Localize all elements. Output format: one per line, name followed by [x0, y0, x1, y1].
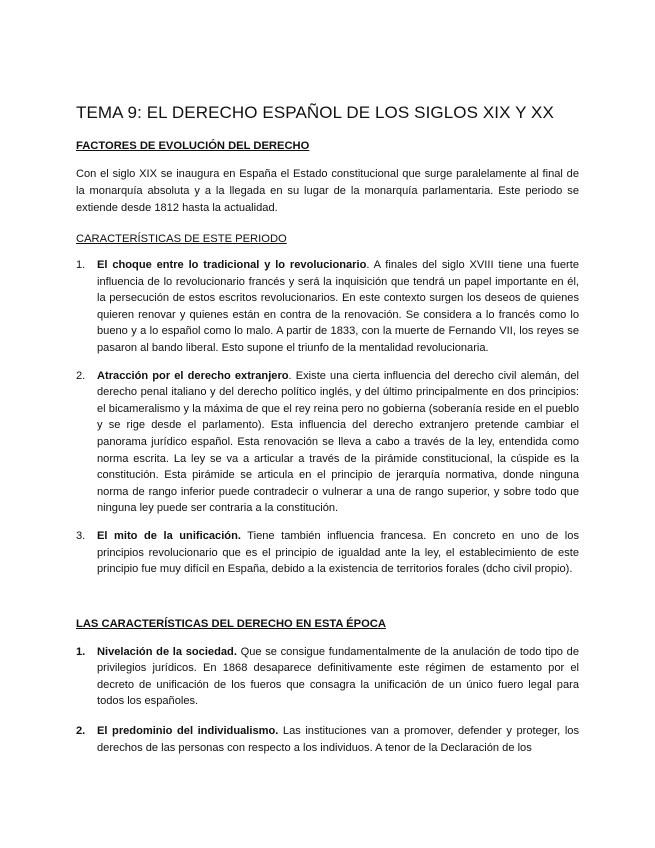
section-heading-factores: FACTORES DE EVOLUCIÓN DEL DERECHO	[76, 140, 310, 152]
section-spacer	[76, 589, 579, 617]
item-title: Nivelación de la sociedad.	[97, 645, 237, 658]
list-number: 3.	[76, 529, 86, 542]
document-content	[76, 103, 579, 769]
item-title: El choque entre lo tradicional y lo revolucionario	[97, 259, 367, 271]
periodo-characteristics-list	[76, 257, 579, 578]
list-number: 1.	[76, 259, 86, 271]
list-number: 2.	[76, 725, 86, 738]
item-text: Que se consigue fundamentalmente de la anulación de todo tipo de privilegios jurídicos. En 1868 desaparece definitivamente este régimen de estamento por el decreto de unificación de los fueros que consagra la unificación de un único fuero legal para todos los españoles.	[97, 645, 580, 708]
item-title: El mito de la unificación.	[97, 529, 241, 542]
item-text: Las instituciones van a promover, defender y proteger, los derechos de las personas con respecto a los individuos. A tenor de la Declaración de los	[97, 725, 580, 754]
item-text: . A finales del siglo XVIII tiene una fuerte influencia de lo revolucionario francés y será la inquisición que tendrá un papel importante en él, la persecución de estos escritos revolucionarios. En este contexto surgen los deseos de quienes quieren renovar y quienes están en contra de la renovación. Se considera a lo francés como lo bueno y a lo español como lo malo. A partir de 1833, con la muerte de Fernando VII, los reyes se pasaron al bando liberal. Esto supone el triunfo de la mentalidad revolucionaria.	[97, 259, 579, 354]
list-item	[76, 528, 579, 578]
list-number: 1.	[76, 645, 86, 658]
intro-paragraph: Con el siglo XIX se inaugura en España el Estado constitucional que surge paralelamente al final de la monarquía absoluta y a la llegada en su lugar de la monarquía parlamentaria. Este periodo se extiende desde 1812 hasta la actualidad.	[76, 168, 579, 214]
page-title: TEMA 9: EL DERECHO ESPAÑOL DE LOS SIGLOS XIX Y XX	[76, 103, 554, 122]
list-item	[76, 368, 579, 517]
list-item	[76, 644, 579, 710]
item-text: . Existe una cierta influencia del derecho civil alemán, del derecho penal italiano y del derecho político inglés, y del último principalmente en dos principios: el bicameralismo y la máxima de que el rey reina pero no gobierna (soberanía reside en el pueblo y se rige desde el parlamento). Esta influencia del derecho extranjero pretende cambiar el panorama jurídico español. Esta renovación se lleva a cabo a través de la ley, entendida como norma escrita. La ley se va a articular a través de la pirámide constitucional, la cúspide es la constitución. Esta pirámide se articula en el principio de jerarquía normativa, donde ninguna norma de rango inferior puede contradecir o vulnerar a una de rango superior, y sobre todo que ninguna ley puede ser contraria a la constitución.	[97, 369, 580, 515]
list-item	[76, 723, 579, 756]
section-heading-caracteristicas-periodo: CARACTERÍSTICAS DE ESTE PERIODO	[76, 233, 287, 245]
derecho-characteristics-list	[76, 644, 579, 757]
item-title: El predominio del individualismo.	[97, 725, 279, 738]
item-text: Tiene también influencia francesa. En concreto en uno de los principios revolucionario que es el principio de igualdad ante la ley, el establecimiento de este principio fue muy difícil en España, debido a la existencia de territorios forales (dcho civil propio).	[97, 529, 579, 576]
list-item	[76, 257, 579, 357]
section-heading-derecho-epoca: LAS CARACTERÍSTICAS DEL DERECHO EN ESTA ÉPOCA	[76, 617, 386, 630]
item-title: Atracción por el derecho extranjero	[97, 369, 289, 382]
list-number: 2.	[76, 369, 86, 382]
